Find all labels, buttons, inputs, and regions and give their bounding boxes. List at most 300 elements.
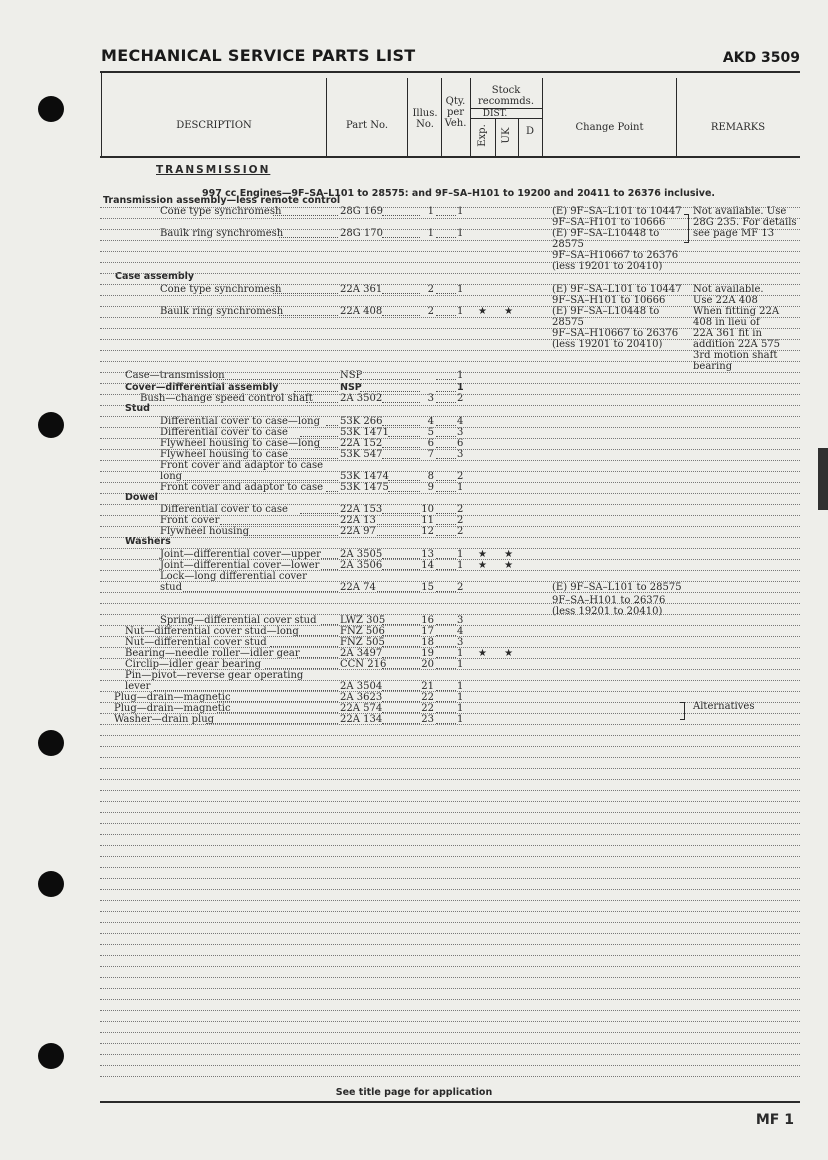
ruled-line: [100, 460, 800, 461]
row-quantity: 3: [457, 449, 464, 460]
row-remark: 28G 235. For details: [693, 217, 797, 228]
row-quantity: 3: [457, 427, 464, 438]
row-part-number: FNZ 506: [340, 626, 385, 637]
row-description: Flywheel housing to case: [160, 449, 289, 460]
ruled-line: [100, 1043, 800, 1044]
row-illus-number: 19: [421, 648, 434, 659]
row-part-number: 22A 134: [340, 714, 383, 725]
row-description: lever: [125, 681, 151, 692]
row-part-number: 22A 74: [340, 582, 376, 593]
row-quantity: 1: [457, 714, 464, 725]
row-quantity: 1: [457, 703, 464, 714]
row-part-number: NSP: [340, 370, 363, 381]
row-description: Case assembly: [115, 271, 195, 282]
row-quantity: 4: [457, 416, 464, 427]
ruled-line: [100, 570, 800, 571]
row-description: Nut—differential cover stud—long: [125, 626, 299, 637]
row-quantity: 1: [457, 284, 464, 295]
row-quantity: 1: [457, 370, 464, 381]
row-part-number: 2A 3506: [340, 560, 383, 571]
row-quantity: 2: [457, 393, 464, 404]
ruled-line: [100, 878, 800, 879]
punch-hole: [38, 730, 64, 756]
ruled-line: [100, 262, 800, 263]
ruled-line: [100, 713, 800, 714]
row-description: Dowel: [125, 492, 158, 503]
row-part-number: 2A 3504: [340, 681, 383, 692]
row-description: Stud: [125, 403, 150, 414]
leader-dots: [360, 391, 420, 392]
row-illus-number: 13: [421, 549, 434, 560]
row-quantity: 2: [457, 526, 464, 537]
ruled-line: [100, 350, 800, 351]
row-illus-number: 9: [427, 482, 434, 493]
column-header-uk: UK: [501, 127, 512, 144]
ruled-line: [100, 1032, 800, 1033]
ruled-line: [100, 977, 800, 978]
row-quantity: 1: [457, 549, 464, 560]
ruled-line: [100, 1010, 800, 1011]
row-description: Front cover and adaptor to case: [160, 482, 324, 493]
leader-dots: [382, 293, 420, 294]
row-description: Differential cover to case: [160, 504, 288, 515]
row-description: Baulk ring synchromesh: [160, 228, 284, 239]
ruled-line: [100, 438, 800, 439]
row-quantity: 4: [457, 626, 464, 637]
row-description: Nut—differential cover stud: [125, 637, 267, 648]
leader-dots: [382, 215, 420, 216]
remarks-brace: [684, 214, 689, 243]
ruled-line: [100, 240, 800, 241]
punch-hole: [38, 871, 64, 897]
row-change-point: (E) 9F–SA–L10448 to: [552, 306, 660, 317]
row-illus-number: 2: [427, 284, 434, 295]
row-quantity: 1: [457, 692, 464, 703]
column-header-stock: Stock recommds.: [478, 85, 534, 107]
footer-rule: [100, 1101, 800, 1103]
section-tab: [818, 448, 828, 510]
row-illus-number: 1: [427, 206, 434, 217]
ruled-line: [100, 581, 800, 582]
ruled-line: [100, 867, 800, 868]
ruled-line: [100, 647, 800, 648]
row-quantity: 1: [457, 206, 464, 217]
row-quantity: 1: [457, 560, 464, 571]
ruled-line: [100, 779, 800, 780]
ruled-line: [100, 900, 800, 901]
leader-dots: [436, 491, 456, 492]
ruled-line: [100, 603, 800, 604]
ruled-line: [100, 1054, 800, 1055]
leader-dots: [436, 293, 456, 294]
leader-dots: [220, 524, 338, 525]
leader-dots: [436, 402, 456, 403]
row-stock-stars: ★ ★: [478, 560, 514, 571]
leader-dots: [388, 491, 420, 492]
leader-dots: [183, 480, 338, 481]
ruled-line: [100, 999, 800, 1000]
ruled-line: [100, 526, 800, 527]
ruled-line: [100, 306, 800, 307]
row-description: Pin—pivot—reverse gear operating: [125, 670, 304, 681]
ruled-line: [100, 383, 800, 384]
ruled-line: [100, 515, 800, 516]
row-illus-number: 15: [421, 582, 434, 593]
header-bottom-rule: [100, 156, 800, 158]
leader-dots: [436, 215, 456, 216]
row-change-point: 9F–SA–H10667 to 26376: [552, 328, 679, 339]
leader-dots: [436, 480, 456, 481]
leader-dots: [300, 513, 338, 514]
ruled-line: [100, 405, 800, 406]
row-part-number: 53K 1474: [340, 471, 389, 482]
row-part-number: LWZ 305: [340, 615, 386, 626]
column-header-change-point: Change Point: [575, 122, 644, 133]
ruled-line: [100, 1065, 800, 1066]
row-change-point: (E) 9F–SA–L101 to 10447: [552, 206, 682, 217]
ruled-line: [100, 229, 800, 230]
leader-dots: [289, 458, 338, 459]
ruled-line: [100, 273, 800, 274]
row-illus-number: 12: [421, 526, 434, 537]
row-remark: 3rd motion shaft: [693, 350, 778, 361]
row-illus-number: 7: [427, 449, 434, 460]
leader-dots: [382, 402, 420, 403]
row-part-number: 53K 1471: [340, 427, 389, 438]
punch-hole: [38, 1043, 64, 1069]
leader-dots: [279, 237, 338, 238]
row-change-point: 9F–SA–H101 to 26376: [552, 595, 666, 606]
column-header-part-no: Part No.: [346, 120, 388, 131]
row-quantity: 6: [457, 438, 464, 449]
row-remark: see page MF 13: [693, 228, 775, 239]
row-part-number: 53K 1475: [340, 482, 389, 493]
row-description: Flywheel housing: [160, 526, 250, 537]
row-stock-stars: ★ ★: [478, 306, 514, 317]
punch-hole: [38, 412, 64, 438]
ruled-line: [100, 317, 800, 318]
page-title: MECHANICAL SERVICE PARTS LIST: [101, 46, 416, 65]
row-remark: Use 22A 408: [693, 295, 758, 306]
row-change-point: (E) 9F–SA–L101 to 28575: [552, 582, 682, 593]
row-quantity: 2: [457, 471, 464, 482]
leader-dots: [436, 535, 456, 536]
row-illus-number: 23: [421, 714, 434, 725]
document-code: AKD 3509: [722, 50, 800, 66]
ruled-line: [100, 911, 800, 912]
leader-dots: [326, 425, 338, 426]
row-description: Joint—differential cover—upper: [160, 549, 321, 560]
ruled-line: [100, 548, 800, 549]
leader-dots: [306, 402, 338, 403]
row-description: Transmission assembly—less remote control: [103, 195, 341, 206]
row-part-number: NSP: [340, 382, 362, 393]
ruled-line: [100, 1021, 800, 1022]
column-header-exp: Exp.: [477, 124, 488, 147]
row-remark: Not available. Use: [693, 206, 787, 217]
row-illus-number: 5: [427, 427, 434, 438]
leader-dots: [436, 447, 456, 448]
column-divider: [495, 118, 496, 156]
ruled-line: [100, 207, 800, 208]
row-quantity: 1: [457, 648, 464, 659]
row-remark: 22A 361 fit in: [693, 328, 762, 339]
row-description: Front cover and adaptor to case: [160, 460, 324, 471]
ruled-line: [100, 691, 800, 692]
row-change-point: (E) 9F–SA–L10448 to: [552, 228, 660, 239]
row-part-number: 28G 169: [340, 206, 383, 217]
row-illus-number: 14: [421, 560, 434, 571]
row-change-point: 28575: [552, 317, 584, 328]
row-change-point: (less 19201 to 20410): [552, 261, 663, 272]
ruled-line: [100, 922, 800, 923]
section-subtitle: 997 cc Engines—9F–SA–L101 to 28575: and 9F–SA–H101 to 19200 and 20411 to 26376 inclusive.: [202, 188, 715, 199]
row-quantity: 1: [457, 681, 464, 692]
column-header-illus: Illus. No.: [412, 108, 438, 130]
ruled-line: [100, 746, 800, 747]
row-part-number: 22A 574: [340, 703, 383, 714]
leader-dots: [382, 315, 420, 316]
row-quantity: 3: [457, 615, 464, 626]
ruled-line: [100, 933, 800, 934]
page-number: MF 1: [755, 1112, 794, 1128]
ruled-line: [100, 801, 800, 802]
ruled-line: [100, 471, 800, 472]
leader-dots: [388, 480, 420, 481]
ruled-line: [100, 790, 800, 791]
ruled-line: [100, 955, 800, 956]
leader-dots: [273, 215, 338, 216]
ruled-line: [100, 680, 800, 681]
row-description: Plug—drain—magnetic: [114, 692, 231, 703]
ruled-line: [100, 966, 800, 967]
row-description: Front cover: [160, 515, 220, 526]
ruled-line: [100, 482, 800, 483]
column-divider: [326, 78, 327, 156]
row-description: Case—transmission: [125, 370, 225, 381]
row-part-number: 2A 3505: [340, 549, 383, 560]
row-part-number: 22A 153: [340, 504, 383, 515]
row-part-number: 22A 408: [340, 306, 383, 317]
ruled-line: [100, 636, 800, 637]
leader-dots: [388, 436, 420, 437]
column-header-description: DESCRIPTION: [176, 120, 252, 131]
row-change-point: 28575: [552, 239, 584, 250]
ruled-line: [100, 295, 800, 296]
leader-dots: [382, 237, 420, 238]
row-part-number: FNZ 505: [340, 637, 385, 648]
row-change-point: (less 19201 to 20410): [552, 339, 663, 350]
ruled-line: [100, 559, 800, 560]
leader-dots: [436, 237, 456, 238]
row-description: Cone type synchromesh: [160, 284, 282, 295]
leader-dots: [436, 513, 456, 514]
column-header-remarks: REMARKS: [710, 122, 766, 133]
column-header-qty: Qty. per Veh.: [444, 96, 467, 129]
row-part-number: 2A 3502: [340, 393, 383, 404]
ruled-line: [100, 768, 800, 769]
ruled-line: [100, 658, 800, 659]
leader-dots: [273, 293, 338, 294]
leader-dots: [436, 425, 456, 426]
row-description: Flywheel housing to case—long: [160, 438, 321, 449]
leader-dots: [360, 379, 420, 380]
row-stock-stars: ★ ★: [478, 549, 514, 560]
row-description: Circlip—idler gear bearing: [125, 659, 262, 670]
leader-dots: [316, 447, 338, 448]
row-part-number: 22A 13: [340, 515, 376, 526]
row-illus-number: 17: [421, 626, 434, 637]
row-description: Bearing—needle roller—idler gear: [125, 648, 300, 659]
row-part-number: 22A 152: [340, 438, 383, 449]
row-change-point: (E) 9F–SA–L101 to 10447: [552, 284, 682, 295]
leader-dots: [436, 524, 456, 525]
row-remark: Not available.: [693, 284, 764, 295]
ruled-line: [100, 449, 800, 450]
row-change-point: 9F–SA–H101 to 10666: [552, 217, 666, 228]
ruled-line: [100, 394, 800, 395]
ruled-line: [100, 845, 800, 846]
leader-dots: [382, 447, 420, 448]
ruled-line: [100, 669, 800, 670]
row-quantity: 1: [457, 659, 464, 670]
row-remark: Alternatives: [693, 701, 755, 712]
column-divider: [518, 118, 519, 156]
ruled-line: [100, 625, 800, 626]
row-description: Lock—long differential cover: [160, 571, 307, 582]
row-part-number: 2A 3623: [340, 692, 383, 703]
row-description: Washer—drain plug: [114, 714, 215, 725]
footer-note: See title page for application: [335, 1087, 493, 1098]
leader-dots: [436, 315, 456, 316]
row-part-number: 22A 97: [340, 526, 376, 537]
ruled-line: [100, 702, 800, 703]
ruled-line: [100, 823, 800, 824]
ruled-line: [100, 416, 800, 417]
row-quantity: 2: [457, 582, 464, 593]
column-divider: [407, 78, 408, 156]
header-top-rule: [100, 71, 800, 73]
row-quantity: 3: [457, 637, 464, 648]
ruled-line: [100, 834, 800, 835]
row-quantity: 1: [457, 306, 464, 317]
ruled-line: [100, 504, 800, 505]
ruled-line: [100, 889, 800, 890]
ruled-line: [100, 361, 800, 362]
row-part-number: 2A 3497: [340, 648, 383, 659]
row-description: Joint—differential cover—lower: [160, 560, 320, 571]
ruled-line: [100, 757, 800, 758]
section-title: TRANSMISSION: [156, 164, 271, 176]
leader-dots: [294, 391, 338, 392]
row-remark: When fitting 22A: [693, 306, 780, 317]
row-change-point: (less 19201 to 20410): [552, 606, 663, 617]
leader-dots: [377, 524, 420, 525]
ruled-line: [100, 614, 800, 615]
row-illus-number: 16: [421, 615, 434, 626]
row-illus-number: 10: [421, 504, 434, 515]
row-remark: 408 in lieu of: [693, 317, 760, 328]
punch-hole: [38, 96, 64, 122]
row-part-number: 53K 266: [340, 416, 383, 427]
row-quantity: 1: [457, 482, 464, 493]
row-description: long: [160, 471, 183, 482]
leader-dots: [436, 436, 456, 437]
row-part-number: CCN 216: [340, 659, 387, 670]
column-header-dist: DIST.: [482, 109, 508, 119]
row-change-point: 9F–SA–H101 to 10666: [552, 295, 666, 306]
row-quantity: 2: [457, 515, 464, 526]
ruled-line: [100, 372, 800, 373]
row-description: Bush—change speed control shaft: [140, 393, 313, 404]
ruled-line: [100, 944, 800, 945]
column-header-d: D: [525, 126, 535, 137]
row-part-number: 28G 170: [340, 228, 383, 239]
ruled-line: [100, 537, 800, 538]
leader-dots: [436, 458, 456, 459]
row-description: Cover—differential assembly: [125, 382, 279, 393]
leader-dots: [217, 379, 338, 380]
row-quantity: 1: [457, 228, 464, 239]
ruled-line: [100, 251, 800, 252]
leader-dots: [377, 535, 420, 536]
ruled-line: [100, 1076, 800, 1077]
row-description: Cone type synchromesh: [160, 206, 282, 217]
ruled-line: [100, 856, 800, 857]
ruled-line: [100, 218, 800, 219]
column-divider: [542, 78, 543, 156]
leader-dots: [382, 425, 420, 426]
row-description: Spring—differential cover stud: [160, 615, 317, 626]
ruled-line: [100, 592, 800, 593]
ruled-line: [100, 284, 800, 285]
row-quantity: 2: [457, 504, 464, 515]
row-illus-number: 11: [421, 515, 434, 526]
row-illus-number: 22: [421, 703, 434, 714]
ruled-line: [100, 724, 800, 725]
row-change-point: 9F–SA–H10667 to 26376: [552, 250, 679, 261]
leader-dots: [382, 458, 420, 459]
ruled-line: [100, 339, 800, 340]
row-description: Baulk ring synchromesh: [160, 306, 284, 317]
row-remark: addition 22A 575: [693, 339, 781, 350]
row-stock-stars: ★ ★: [478, 648, 514, 659]
ruled-line: [100, 812, 800, 813]
row-remark: bearing: [693, 361, 733, 372]
ruled-line: [100, 988, 800, 989]
leader-dots: [279, 315, 338, 316]
row-part-number: 53K 547: [340, 449, 383, 460]
row-illus-number: 1: [427, 228, 434, 239]
row-description: stud: [160, 582, 182, 593]
ruled-line: [100, 427, 800, 428]
leader-dots: [436, 379, 456, 380]
column-divider: [676, 78, 677, 156]
row-illus-number: 2: [427, 306, 434, 317]
row-description: Washers: [125, 536, 171, 547]
leader-dots: [382, 513, 420, 514]
row-description: Differential cover to case—long: [160, 416, 320, 427]
row-illus-number: 20: [421, 659, 434, 670]
row-illus-number: 22: [421, 692, 434, 703]
ruled-line: [100, 735, 800, 736]
row-description: Differential cover to case: [160, 427, 288, 438]
row-description: Plug—drain—magnetic: [114, 703, 231, 714]
ruled-line: [100, 328, 800, 329]
leader-dots: [326, 491, 338, 492]
row-illus-number: 18: [421, 637, 434, 648]
leader-dots: [247, 535, 338, 536]
